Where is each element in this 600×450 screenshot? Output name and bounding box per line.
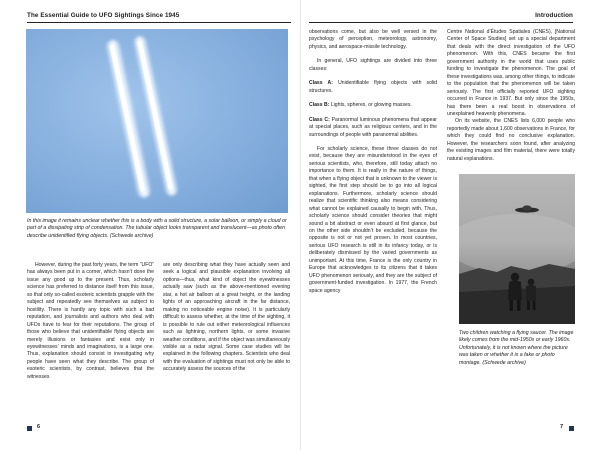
right-running-header: Introduction [535, 12, 573, 19]
body-paragraph: are only describing what they have actually seen and seek a logical and plausible explanation involving all options—thus, what kind of object the eyewitnesses actually saw (such as the above-mentioned evening star, a hot air balloon at a great height, or the landing lights of an approaching aircraft in the far distance, making no noticeable engine noise). It is particularly difficult to assess whether, at the time of the sighting, it is possible to rule out either meteorological influences such as lightning, northern lights, or some invasive weather conditions, and if the object was simultaneously visible as a radar signal. Some case studies will be explained in the following chapters. Scientists who deal with the evaluation of sightings must not only be able to accurately assess the sources of the [163, 262, 290, 373]
right-footer-mark [569, 426, 574, 431]
body-paragraph: On its website, the CNES lists 6,000 people who reportedly made about 1,600 observations in France, for which they could find no conclusive explanation. However, the researchers soon found, after analyzing the existing images and film material, there were totally natural explanations. [447, 118, 575, 162]
class-c-entry [309, 117, 437, 139]
right-header-rule [309, 22, 573, 23]
left-header-rule [27, 22, 291, 23]
left-running-header: The Essential Guide to UFO Sightings Since 1945 [27, 12, 180, 19]
body-paragraph: In general, UFO sightings are divided into three classes: [309, 58, 437, 72]
flying-saucer-children-photo [459, 174, 575, 324]
class-c-label: Class C: [309, 116, 330, 123]
flying-saucer-illustration [459, 174, 575, 324]
page-gutter [300, 0, 301, 450]
class-a-text: Unidentifiable flying objects with solid structures. [309, 80, 438, 94]
body-paragraph: observations come, but also be well versed in the psychology of perception, meteorology, astronomy, physics, and aerospace-missile technology. [309, 29, 437, 50]
ufo-tube-photo [26, 29, 288, 213]
body-paragraph: For scholarly science, these three classes do not exist, because they are misunderstood in the eyes of serious scientists, who, therefore, still today attach no importance to them. It is really in the nature of things, that when a flying object that is unknown to the viewer is sighted, the first step should be to go into all logical explanations. Furthermore, scholarly science should realize that scientific thinking also means considering what cannot be explained causally to begin with. Thus, scholarly science should consider theories that might sound a bit abstract or even absurd at first glance, but on the other side shouldn’t be excluded, because the opposite is not or not yet proven. In most countries, serious UFO research is still in its infancy today, or is deliberately dismissed by the varied governments as unimportant. At this time, France is the only country in Europe that acknowledges to its citizens that it takes UFO phenomenon seriously, and they are the subject of government-funded investigation. In 1977, the French space agency [309, 145, 437, 294]
class-b-text: Lights, spheres, or glowing masses. [330, 102, 412, 109]
class-c-text: Paranormal luminous phenomena that appear at special places, such as religious centers, and in the surroundings of people with paranormal abilities. [309, 116, 437, 138]
class-b-label: Class B: [309, 102, 330, 109]
body-paragraph: However, during the past forty years, the term “UFO” has always been put in a corner, which hasn’t done the issue any good up to the present. Thus, scholarly science has preferred to distance itself from this issue, so that only so-called esoteric scientists grapple with the subject and repeatedly see themselves as subject to hostility. There is hardly any topic with such a bad reputation, and journalists and authors who deal with UFOs have to fear for their reputations. The group of those who believe that unidentifiable flying objects are merely illusions or fantasies and exist only in eyewitnesses’ minds and imaginations, is a large one. Thus, explanation should consist in investigating why people have seen what they describe. The group of esoteric scientists, by contrast, believes that the witnesses [27, 262, 154, 380]
photo1-caption: In this image it remains unclear whether this is a body with a solid structure, a solar balloon, or simply a cloud or part of a dissipating strip of condensation. The tubular object looks transparent and translucent—as photo often describe unidentified flying objects. (Schwede archive) [27, 218, 287, 239]
ufo-tube-illustration [26, 29, 288, 213]
right-page-column-1 [309, 29, 437, 295]
left-page-number: 6 [37, 424, 41, 430]
class-b-entry [309, 102, 437, 109]
right-page-number: 7 [560, 424, 564, 430]
right-page-column-2 [447, 29, 575, 163]
left-page-column-2 [163, 262, 290, 374]
body-paragraph: Centre National d’Études Spatiales (CNES), [National Center of Space Studies] set up a special department that deals with the direct investigation of the UFO phenomenon. With this, CNES became the first government authority in the world that uses public funding to investigate the phenomenon. The goal of these investigations was, among other things, to indicate to the population that the phenomenon will be taken seriously. The first officially reported UFO sighting occurred in France in 1937. But only since the 1950s, has there been a real boost in observations of unexplained heavenly phenomena. [447, 29, 575, 117]
photo2-caption: Two children watching a flying saucer. The image likely comes from the mid-1950s or early 1960s. Unfortunately, it is not known where the picture was taken or whether it is a fake or photo montage. (Schwede archive) [459, 330, 574, 366]
left-page-column-1 [27, 262, 154, 381]
left-footer-mark [27, 426, 32, 431]
class-a-label: Class A: [309, 80, 333, 87]
class-a-entry [309, 80, 437, 95]
